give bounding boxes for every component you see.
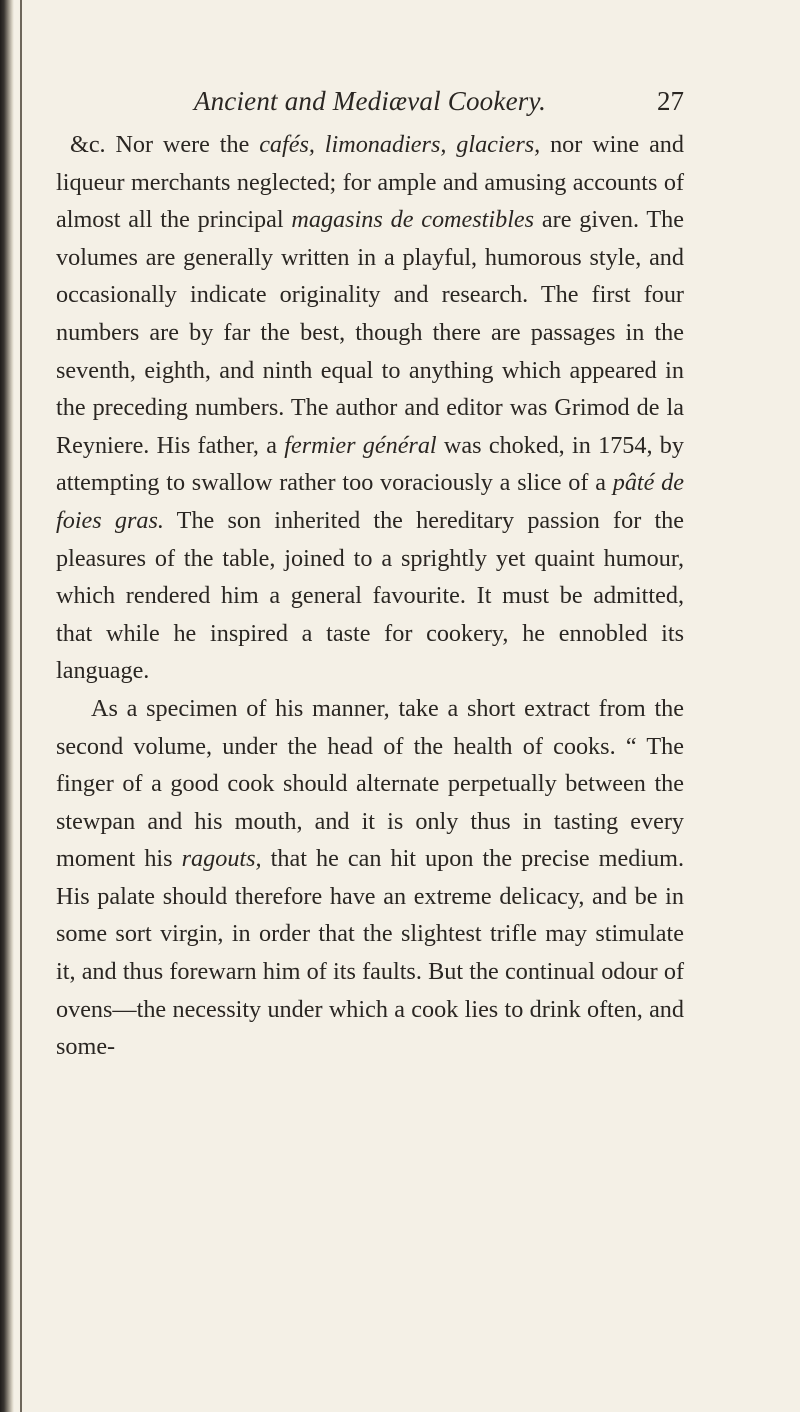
paragraph-1-segment-9: The son inherited the hereditary passion for the pleasures of the table, joined to a sprightly yet quaint humour, which rendered him a general favourite. It must be admitted, that while he inspired a taste for cookery, he ennobled its language. — [56, 506, 684, 685]
page-number: 27 — [657, 86, 684, 116]
paragraph-1-segment-1: &c. Nor were the — [70, 131, 260, 158]
running-title: Ancient and Mediæval Cookery. — [193, 86, 547, 116]
running-head — [56, 86, 684, 122]
paragraph-1-segment-7: was choked, in 1754, by attempting to swallow rather too voraciously a slice of a — [56, 431, 684, 497]
paragraph-2-segment-1: As a specimen of his manner, take a short extract from the second volume, under the head of the health of cooks. “ The finger of a good cook should alternate perpetually between the stewpan and his mouth, and it is only thus in tasting every moment his — [56, 694, 684, 873]
paragraph-1 — [56, 126, 684, 690]
paragraph-1-segment-6: fermier général — [284, 431, 437, 459]
book-page — [56, 86, 684, 1066]
paragraph-2-segment-3: that he can hit upon the precise medium. His palate should therefore have an extreme delicacy, and be in some sort virgin, in order that the slightest trifle may stimulate it, and thus forewarn him of its faults. But the continual odour of ovens—the necessity under which a cook lies to drink often, and some- — [56, 845, 684, 1061]
book-binding-edge — [0, 0, 14, 1412]
gutter-line — [20, 0, 22, 1412]
paragraph-1-segment-8: pâté de foies gras. — [56, 469, 684, 534]
paragraph-1-segment-4: magasins de comestibles — [291, 206, 535, 234]
paragraph-2 — [56, 690, 684, 1066]
paragraph-1-segment-2: cafés, limonadiers, glaciers, — [259, 131, 541, 158]
paragraph-1-segment-3: nor wine and liqueur merchants neglected; for ample and amusing accounts of almost all the principal — [56, 131, 684, 234]
paragraph-2-segment-2: ragouts, — [181, 845, 262, 873]
paragraph-1-segment-5: are given. The volumes are generally written in a playful, humorous style, and occasionally indicate originality and research. The first four numbers are by far the best, though there are passages in the seventh, eighth, and ninth equal to anything which appeared in the preceding numbers. The author and editor was Grimod de la Reyniere. His father, a — [56, 206, 684, 459]
